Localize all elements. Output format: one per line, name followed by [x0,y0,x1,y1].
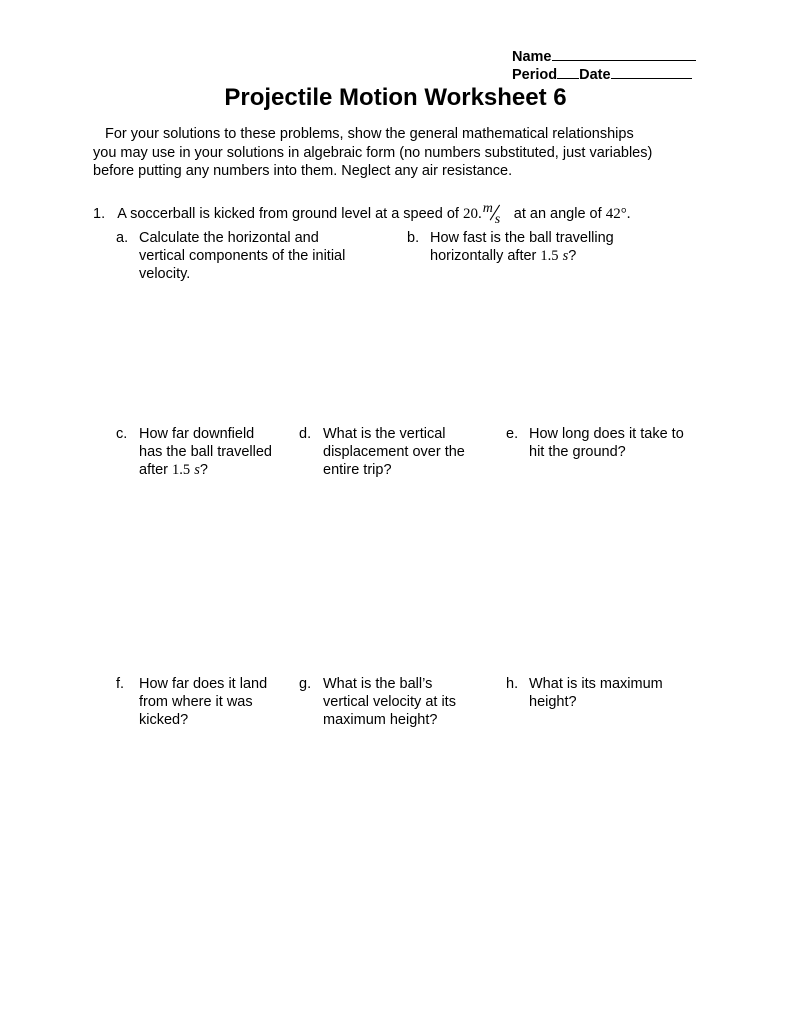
question-1-number: 1. [93,206,106,222]
instructions-line-2: you may use in your solutions in algebraic form (no numbers substituted, just variables) [93,144,653,161]
part-f-text [139,675,267,729]
name-blank[interactable] [552,47,696,61]
part-d-line: What is the vertical [323,426,446,442]
instructions-line-3: before putting any numbers into them. Neglect any air resistance. [93,163,513,179]
speed-value: 20. [462,206,482,222]
time-value: 1.5 [540,248,559,264]
question-1-text: A soccerball is kicked from ground level at a speed of [117,206,459,222]
question-mark: ? [568,248,577,264]
part-c-text [139,425,272,479]
part-e-line: hit the ground? [529,444,626,460]
part-d-line: displacement over the [323,444,465,460]
part-f-line: kicked? [139,712,189,728]
question-1 [93,201,631,227]
date-blank[interactable] [611,65,692,79]
speed-unit-numerator: m [482,201,493,216]
part-c-line: How far downfield [139,426,255,442]
instructions-paragraph [93,125,713,181]
part-c-letter: c. [116,426,128,442]
part-a-text [139,229,345,283]
part-a-line: velocity. [139,266,191,282]
part-a-line: Calculate the horizontal and [139,230,319,246]
name-field [512,47,696,66]
part-d-text [323,425,465,479]
part-b-line [430,247,614,265]
part-b-line-text: horizontally after [430,248,537,264]
name-label: Name [512,49,552,65]
part-b-text [430,229,614,265]
part-c-line: has the ball travelled [139,444,272,460]
part-e-line: How long does it take to [529,426,684,442]
part-d-line: entire trip? [323,462,392,478]
part-h-text [529,675,663,711]
part-b-line: How fast is the ball travelling [430,230,614,246]
time-unit: s [194,462,200,478]
part-h-line: What is its maximum [529,676,663,692]
page-title: Projectile Motion Worksheet 6 [224,84,567,111]
part-g-line: vertical velocity at its [323,694,456,710]
question-mark: ? [199,462,208,478]
part-b-letter: b. [407,230,420,246]
part-g-line: maximum height? [323,712,438,728]
period-date-field [512,65,692,84]
part-f-line: How far does it land [139,676,268,692]
part-h-line: height? [529,694,577,710]
time-value: 1.5 [172,462,191,478]
part-c-line [139,461,272,479]
question-1-period: . [626,206,631,222]
part-h-letter: h. [506,676,519,692]
part-g-line: What is the ball’s [323,676,433,692]
period-label: Period [512,67,558,83]
part-c-line-text: after [139,462,169,478]
part-f-line: from where it was [139,694,253,710]
angle-value: 42° [605,206,627,222]
time-unit: s [562,248,569,264]
part-a-line: vertical components of the initial [139,248,346,264]
instructions-line-1: For your solutions to these problems, show the general mathematical relationships [105,126,634,142]
date-label: Date [579,67,611,83]
speed-unit-fraction [482,201,506,227]
part-d-letter: d. [299,426,312,442]
period-blank[interactable] [557,65,579,79]
speed-unit-denominator: s [494,212,501,227]
question-1-angle-text: at an angle of [513,206,602,222]
part-g-letter: g. [299,676,312,692]
part-f-letter: f. [116,676,125,692]
part-e-text [529,425,684,461]
part-g-text [323,675,456,729]
part-e-letter: e. [506,426,519,442]
part-a-letter: a. [116,230,129,246]
